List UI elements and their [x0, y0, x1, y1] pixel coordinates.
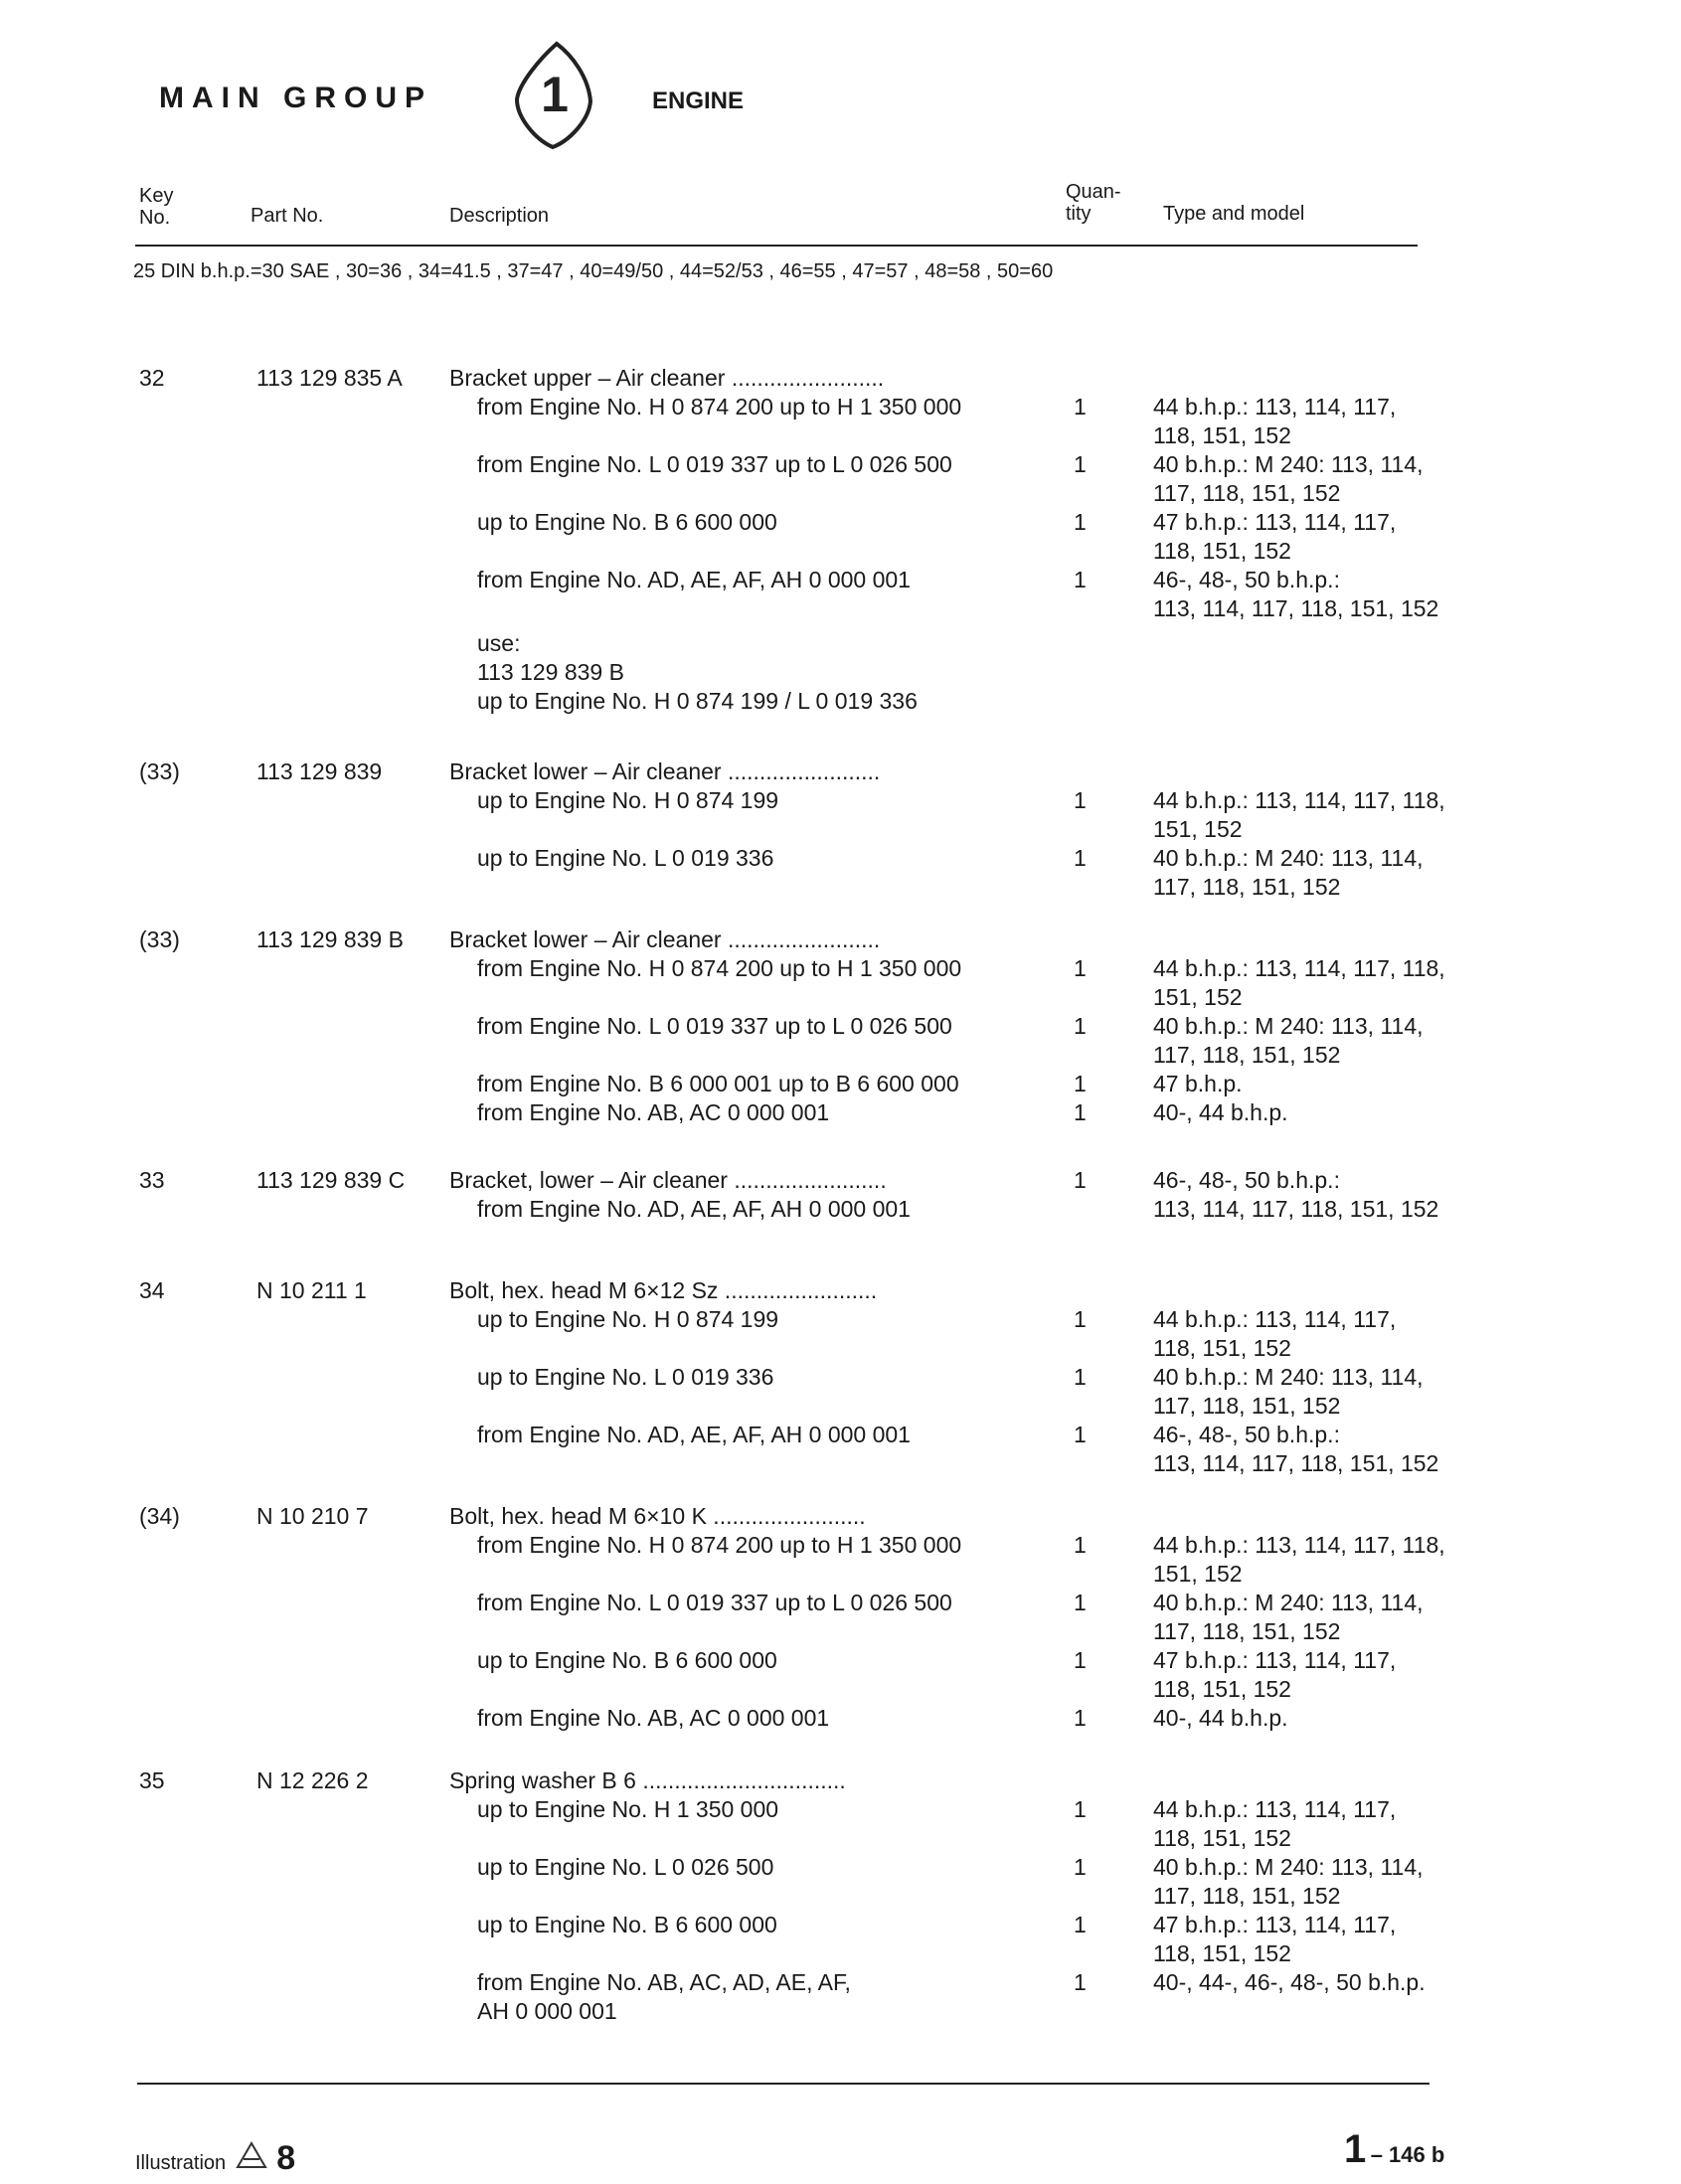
column-header-quantity: Quan- tity [1066, 181, 1121, 225]
part-description: Bracket lower – Air cleaner ........................ [449, 758, 881, 784]
part-description: Bolt, hex. head M 6×10 K ........................ [449, 1503, 866, 1529]
type-and-model: 46-, 48-, 50 b.h.p.: 113, 114, 117, 118, 151, 152 [1153, 567, 1439, 621]
main-group-heading: MAIN GROUP [159, 82, 432, 114]
engine-range: from Engine No. H 0 874 200 up to H 1 350 000 [477, 1532, 962, 1558]
engine-range: up to Engine No. L 0 019 336 [477, 845, 774, 871]
engine-range: from Engine No. L 0 019 337 up to L 0 026 500 [477, 1013, 952, 1039]
key-number: 33 [139, 1167, 165, 1193]
quantity: 1 [1074, 1969, 1087, 1995]
page-main-number: 1 [1344, 2127, 1367, 2171]
quantity: 1 [1074, 1796, 1087, 1822]
engine-range: from Engine No. AD, AE, AF, AH 0 000 001 [477, 567, 911, 592]
engine-range: from Engine No. L 0 019 337 up to L 0 026 500 [477, 451, 952, 477]
engine-range: from Engine No. AD, AE, AF, AH 0 000 001 [477, 1422, 911, 1447]
column-header-description: Description [449, 205, 550, 227]
engine-range: up to Engine No. B 6 600 000 [477, 1912, 777, 1937]
type-and-model: 40-, 44 b.h.p. [1153, 1705, 1288, 1731]
type-and-model: 47 b.h.p.: 113, 114, 117, 118, 151, 152 [1153, 509, 1397, 564]
quantity: 1 [1074, 1854, 1087, 1880]
illustration-reference [135, 2139, 295, 2178]
type-and-model: 46-, 48-, 50 b.h.p.: 113, 114, 117, 118, 151, 152 [1153, 1422, 1439, 1476]
type-and-model: 47 b.h.p. [1153, 1071, 1243, 1096]
group-number: 1 [541, 67, 569, 122]
quantity: 1 [1074, 1422, 1087, 1447]
type-and-model: 40 b.h.p.: M 240: 113, 114, 117, 118, 151, 152 [1153, 451, 1424, 506]
illustration-number: 8 [276, 2139, 296, 2177]
part-number: 113 129 839 C [256, 1167, 406, 1193]
engine-range: from Engine No. AD, AE, AF, AH 0 000 001 [477, 1196, 911, 1222]
engine-range: use: 113 129 839 B up to Engine No. H 0 874 199 / L 0 019 336 [477, 630, 918, 714]
quantity: 1 [1074, 1306, 1087, 1332]
engine-range: up to Engine No. H 0 874 199 [477, 787, 779, 813]
key-number: (34) [139, 1503, 180, 1529]
type-and-model: 44 b.h.p.: 113, 114, 117, 118, 151, 152 [1153, 955, 1445, 1010]
column-header-part: Part No. [251, 205, 324, 227]
column-header-key: Key No. [139, 185, 174, 229]
part-number: 113 129 839 B [256, 926, 404, 952]
engine-range: up to Engine No. H 0 874 199 [477, 1306, 779, 1332]
engine-range: from Engine No. AB, AC, AD, AE, AF, AH 0 000 001 [477, 1969, 851, 2024]
part-number: 113 129 835 A [256, 365, 403, 391]
column-header-type: Type and model [1163, 203, 1305, 225]
quantity: 1 [1074, 787, 1087, 813]
type-and-model: 47 b.h.p.: 113, 114, 117, 118, 151, 152 [1153, 1912, 1397, 1966]
type-and-model: 44 b.h.p.: 113, 114, 117, 118, 151, 152 [1153, 1532, 1445, 1587]
part-number: 113 129 839 [256, 758, 383, 784]
part-number: N 10 211 1 [256, 1277, 367, 1303]
key-number: 35 [139, 1767, 165, 1793]
page-suffix: – 146 b [1370, 2142, 1445, 2167]
type-and-model: 40-, 44-, 46-, 48-, 50 b.h.p. [1153, 1969, 1426, 1995]
illustration-label: Illustration [135, 2152, 227, 2174]
type-and-model: 44 b.h.p.: 113, 114, 117, 118, 151, 152 [1153, 1796, 1397, 1851]
type-and-model: 46-, 48-, 50 b.h.p.: 113, 114, 117, 118, 151, 152 [1153, 1167, 1439, 1222]
key-number: (33) [139, 758, 180, 784]
engine-range: up to Engine No. B 6 600 000 [477, 1647, 777, 1673]
quantity: 1 [1074, 1647, 1087, 1673]
illustration-mark-icon [236, 2141, 267, 2175]
quantity: 1 [1074, 394, 1087, 420]
key-number: 32 [139, 365, 165, 391]
part-description: Bolt, hex. head M 6×12 Sz ........................ [449, 1277, 878, 1303]
engine-range: from Engine No. L 0 019 337 up to L 0 026 500 [477, 1590, 952, 1615]
quantity: 1 [1074, 845, 1087, 871]
part-description: Bracket upper – Air cleaner ........................ [449, 365, 885, 391]
type-and-model: 40 b.h.p.: M 240: 113, 114, 117, 118, 151, 152 [1153, 845, 1424, 900]
engine-range: up to Engine No. B 6 600 000 [477, 509, 777, 535]
engine-range: up to Engine No. L 0 026 500 [477, 1854, 774, 1880]
type-and-model: 40 b.h.p.: M 240: 113, 114, 117, 118, 151, 152 [1153, 1364, 1424, 1419]
engine-range: from Engine No. H 0 874 200 up to H 1 350 000 [477, 955, 962, 981]
type-and-model: 40 b.h.p.: M 240: 113, 114, 117, 118, 151, 152 [1153, 1590, 1424, 1644]
din-conversion-note: 25 DIN b.h.p.=30 SAE , 30=36 , 34=41.5 , 37=47 , 40=49/50 , 44=52/53 , 46=55 , 47=57 , 48=58 , 50=60 [133, 260, 1054, 282]
engine-range: from Engine No. AB, AC 0 000 001 [477, 1099, 830, 1125]
page-number [1344, 2127, 1444, 2172]
footer-rule [137, 2083, 1429, 2085]
quantity: 1 [1074, 1705, 1087, 1731]
part-description: Bracket lower – Air cleaner ........................ [449, 926, 881, 952]
type-and-model: 47 b.h.p.: 113, 114, 117, 118, 151, 152 [1153, 1647, 1397, 1702]
quantity: 1 [1074, 1590, 1087, 1615]
section-title: ENGINE [652, 87, 745, 114]
type-and-model: 44 b.h.p.: 113, 114, 117, 118, 151, 152 [1153, 394, 1397, 448]
engine-range: from Engine No. AB, AC 0 000 001 [477, 1705, 830, 1731]
quantity: 1 [1074, 1912, 1087, 1937]
quantity: 1 [1074, 567, 1087, 592]
key-number: 34 [139, 1277, 165, 1303]
part-number: N 12 226 2 [256, 1767, 369, 1793]
quantity: 1 [1074, 1364, 1087, 1390]
quantity: 1 [1074, 1099, 1087, 1125]
quantity: 1 [1074, 1071, 1087, 1096]
type-and-model: 44 b.h.p.: 113, 114, 117, 118, 151, 152 [1153, 1306, 1397, 1361]
part-number: N 10 210 7 [256, 1503, 369, 1529]
quantity: 1 [1074, 1167, 1087, 1193]
engine-range: up to Engine No. L 0 019 336 [477, 1364, 774, 1390]
part-description: Bracket, lower – Air cleaner ........................ [449, 1167, 887, 1193]
engine-range: from Engine No. H 0 874 200 up to H 1 350 000 [477, 394, 962, 420]
engine-range: up to Engine No. H 1 350 000 [477, 1796, 779, 1822]
group-number-badge [513, 40, 594, 153]
quantity: 1 [1074, 955, 1087, 981]
quantity: 1 [1074, 1532, 1087, 1558]
quantity: 1 [1074, 451, 1087, 477]
type-and-model: 44 b.h.p.: 113, 114, 117, 118, 151, 152 [1153, 787, 1445, 842]
key-number: (33) [139, 926, 180, 952]
engine-range: from Engine No. B 6 000 001 up to B 6 600 000 [477, 1071, 959, 1096]
type-and-model: 40 b.h.p.: M 240: 113, 114, 117, 118, 151, 152 [1153, 1854, 1424, 1909]
type-and-model: 40 b.h.p.: M 240: 113, 114, 117, 118, 151, 152 [1153, 1013, 1424, 1068]
header-rule [135, 245, 1418, 247]
quantity: 1 [1074, 1013, 1087, 1039]
part-description: Spring washer B 6 ................................ [449, 1767, 846, 1793]
type-and-model: 40-, 44 b.h.p. [1153, 1099, 1288, 1125]
group-badge-icon [513, 40, 594, 153]
quantity: 1 [1074, 509, 1087, 535]
